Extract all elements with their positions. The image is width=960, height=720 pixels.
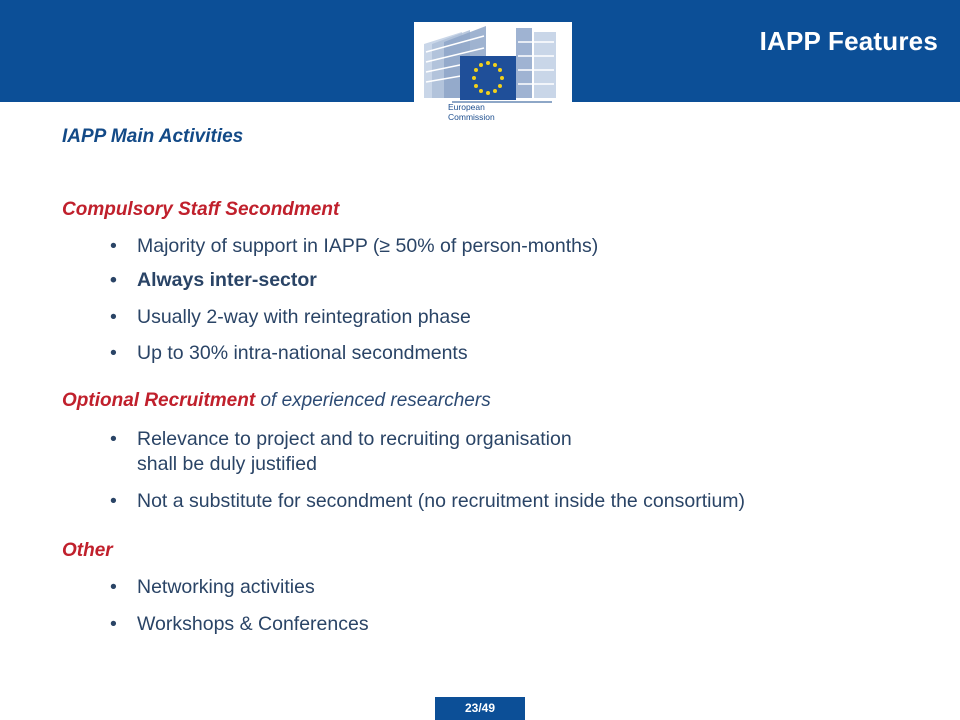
list-item bbox=[137, 427, 917, 477]
section-heading-label: Other bbox=[62, 540, 113, 561]
section-heading-other bbox=[62, 540, 113, 562]
list-item: • Always inter-sector bbox=[137, 268, 917, 293]
section-heading-secondment bbox=[62, 199, 339, 221]
list-item-line: • Relevance to project and to recruiting organisation bbox=[137, 428, 572, 450]
list-item: • Workshops & Conferences bbox=[137, 612, 917, 637]
section-heading-label: Optional Recruitment bbox=[62, 390, 256, 411]
slide-title: IAPP Features bbox=[759, 26, 938, 56]
slide-subtitle: IAPP Main Activities bbox=[62, 126, 244, 147]
logo-caption-line-1: European bbox=[448, 102, 485, 112]
list-item: • Up to 30% intra-national secondments bbox=[137, 341, 917, 366]
section-heading-recruitment bbox=[62, 390, 491, 412]
list-item: • Not a substitute for secondment (no recruitment inside the consortium) bbox=[137, 489, 917, 514]
section-heading-suffix: of experienced researchers bbox=[255, 390, 491, 411]
page-number-badge: 23/49 bbox=[435, 697, 525, 720]
section-heading-label: Compulsory Staff Secondment bbox=[62, 199, 340, 220]
logo-caption-line-2: Commission bbox=[448, 112, 495, 122]
list-item: • Majority of support in IAPP (≥ 50% of person-months) bbox=[137, 234, 917, 259]
list-item: • Usually 2-way with reintegration phase bbox=[137, 305, 917, 330]
list-item-line: shall be duly justified bbox=[137, 453, 317, 475]
list-item: • Networking activities bbox=[137, 575, 917, 600]
